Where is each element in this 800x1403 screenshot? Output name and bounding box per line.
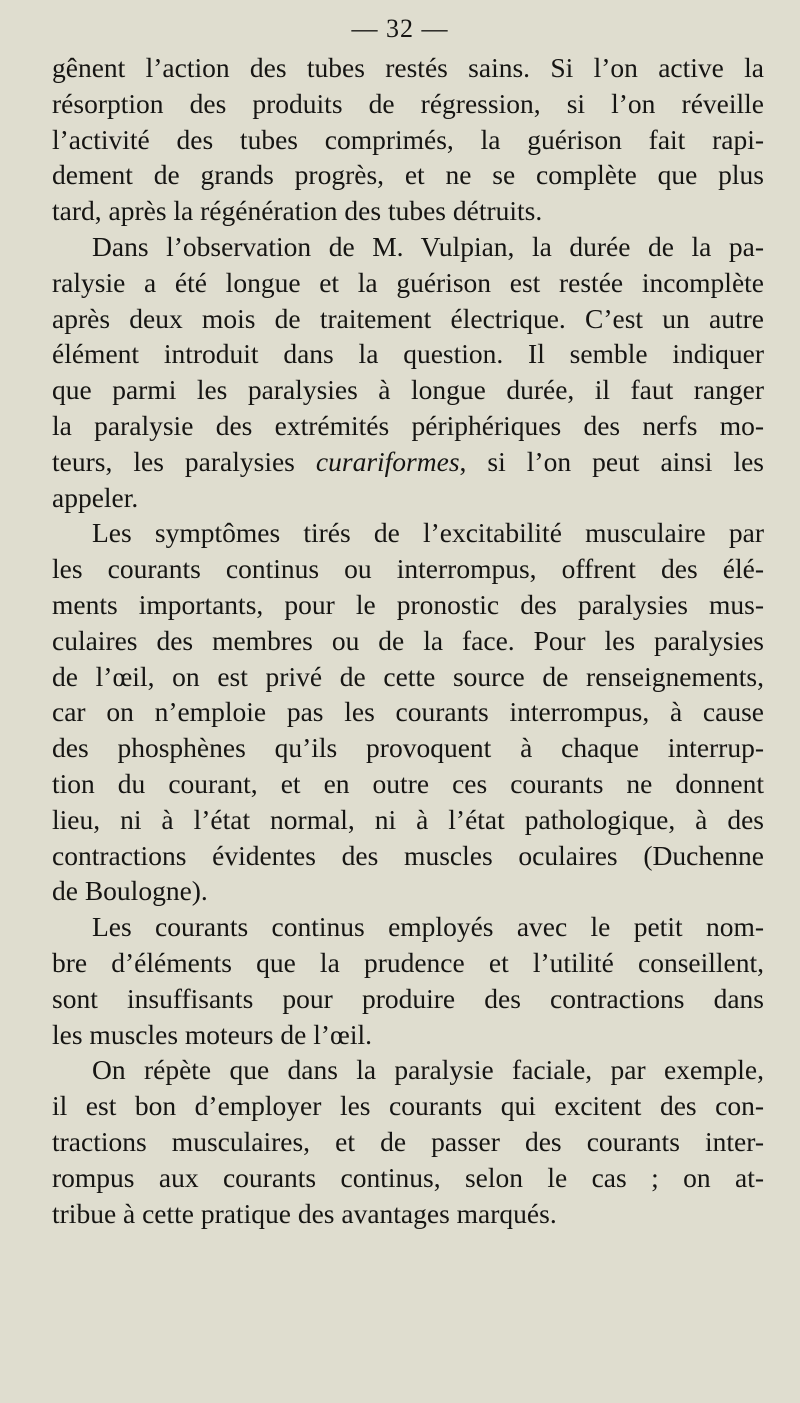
text-line: sont insuffisants pour produire des contractions dans — [52, 982, 764, 1014]
text-line: Dans l’observation de M. Vulpian, la durée de la pa- — [92, 230, 764, 262]
text-line: que parmi les paralysies à longue durée, il faut ranger — [52, 374, 764, 406]
text-line: l’activité des tubes comprimés, la guérison fait rapi- — [52, 123, 764, 155]
text-line: résorption des produits de régression, si l’on réveille — [52, 87, 764, 119]
text-line: élément introduit dans la question. Il semble indiquer — [52, 338, 764, 370]
italic-term: curariformes — [315, 445, 460, 477]
text-line: car on n’emploie pas les courants interrompus, à cause — [52, 696, 764, 728]
text-line: rompus aux courants continus, selon le cas ; on at- — [52, 1161, 764, 1193]
text-line: il est bon d’employer les courants qui excitent des con- — [52, 1090, 764, 1122]
text-line: bre d’éléments que la prudence et l’utilité conseillent, — [52, 946, 764, 978]
text-line: tion du courant, et en outre ces courants ne donnent — [52, 767, 764, 799]
text-line: appeler. — [52, 481, 139, 513]
text-segment: , si l’on peut ainsi les — [459, 445, 764, 477]
text-line: les muscles moteurs de l’œil. — [52, 1018, 373, 1050]
text-line: les courants continus ou interrompus, offrent des élé- — [52, 553, 764, 585]
text-line: la paralysie des extrémités périphériques des nerfs mo- — [52, 409, 764, 441]
text-line: de Boulogne). — [52, 875, 208, 907]
text-line: après deux mois de traitement électrique. C’est un autre — [52, 302, 764, 334]
page-number: — 32 — — [351, 14, 449, 43]
text-line: contractions évidentes des muscles oculaires (Duchenne — [52, 839, 764, 871]
text-line: gênent l’action des tubes restés sains. Si l’on active la — [52, 52, 764, 83]
text-line: ralysie a été longue et la guérison est restée incomplète — [52, 266, 764, 298]
text-line: ments importants, pour le pronostic des paralysies mus- — [52, 588, 764, 620]
text-line: Les courants continus employés avec le petit nom- — [92, 911, 764, 943]
text-line-mixed — [52, 444, 764, 480]
text-line: tractions musculaires, et de passer des courants inter- — [52, 1125, 764, 1157]
text-line: tribue à cette pratique des avantages marqués. — [52, 1197, 557, 1229]
text-line: des phosphènes qu’ils provoquent à chaque interrup- — [52, 732, 764, 764]
text-line: dement de grands progrès, et ne se complète que plus — [52, 159, 764, 191]
text-line: lieu, ni à l’état normal, ni à l’état pathologique, à des — [52, 803, 764, 835]
text-line: On répète que dans la paralysie faciale, par exemple, — [92, 1054, 764, 1086]
text-line: culaires des membres ou de la face. Pour les paralysies — [52, 624, 764, 656]
text-line: de l’œil, on est privé de cette source de renseignements, — [52, 660, 764, 692]
text-line: tard, après la régénération des tubes détruits. — [52, 195, 543, 227]
text-line: Les symptômes tirés de l’excitabilité musculaire par — [92, 517, 764, 549]
text-segment: teurs, les paralysies — [52, 445, 316, 477]
body-text — [52, 50, 764, 1231]
